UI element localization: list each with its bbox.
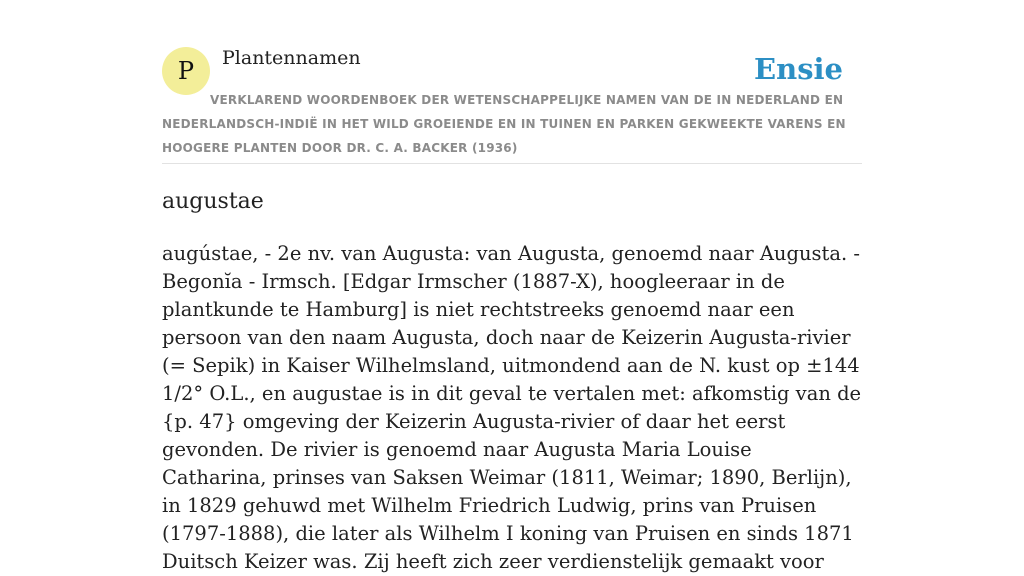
avatar-letter: P xyxy=(177,57,195,85)
entry-title: augustae xyxy=(162,189,264,214)
entry-page xyxy=(162,0,862,573)
entry-definition: augústae, - 2e nv. van Augusta: van Augusta, genoemd naar Augusta. - Begonĭa - Irmsch. [Edgar Irmscher (1887-X), hoogleeraar in de plantkunde te Hamburg] is niet rechtstreeks genoemd naar een persoon van den naam Augusta, doch naar de Keizerin Augusta-rivier (= Sepik) in Kaiser Wilhelmsland, uitmondend aan de N. kust op ±144 1/2° O.L., en augustae is in dit geval te vertalen met: afkomstig van de {p. 47} omgeving der Keizerin Augusta-rivier of daar het eerst gevonden. De rivier is genoemd naar Augusta Maria Louise Catharina, prinses van Saksen Weimar (1811, Weimar; 1890, Berlijn), in 1829 gehuwd met Wilhelm Friedrich Ludwig, prins van Pruisen (1797-1888), die later als Wilhelm I koning van Pruisen en sinds 1871 Duitsch Keizer was. Zij heeft zich zeer verdienstelijk gemaakt voor xyxy=(162,242,862,573)
ensie-logo-link[interactable]: Ensie xyxy=(754,52,843,86)
header-divider xyxy=(162,163,862,164)
dictionary-title[interactable]: Plantennamen xyxy=(222,47,361,69)
dictionary-subtitle: VERKLAREND WOORDENBOEK DER WETENSCHAPPELIJKE NAMEN VAN DE IN NEDERLAND EN NEDERLANDSCH-INDIË IN HET WILD GROEIENDE EN IN TUINEN EN PARKEN GEKWEEKTE VARENS EN HOOGERE PLANTEN DOOR DR. C. A. BACKER (1936) xyxy=(162,93,846,155)
